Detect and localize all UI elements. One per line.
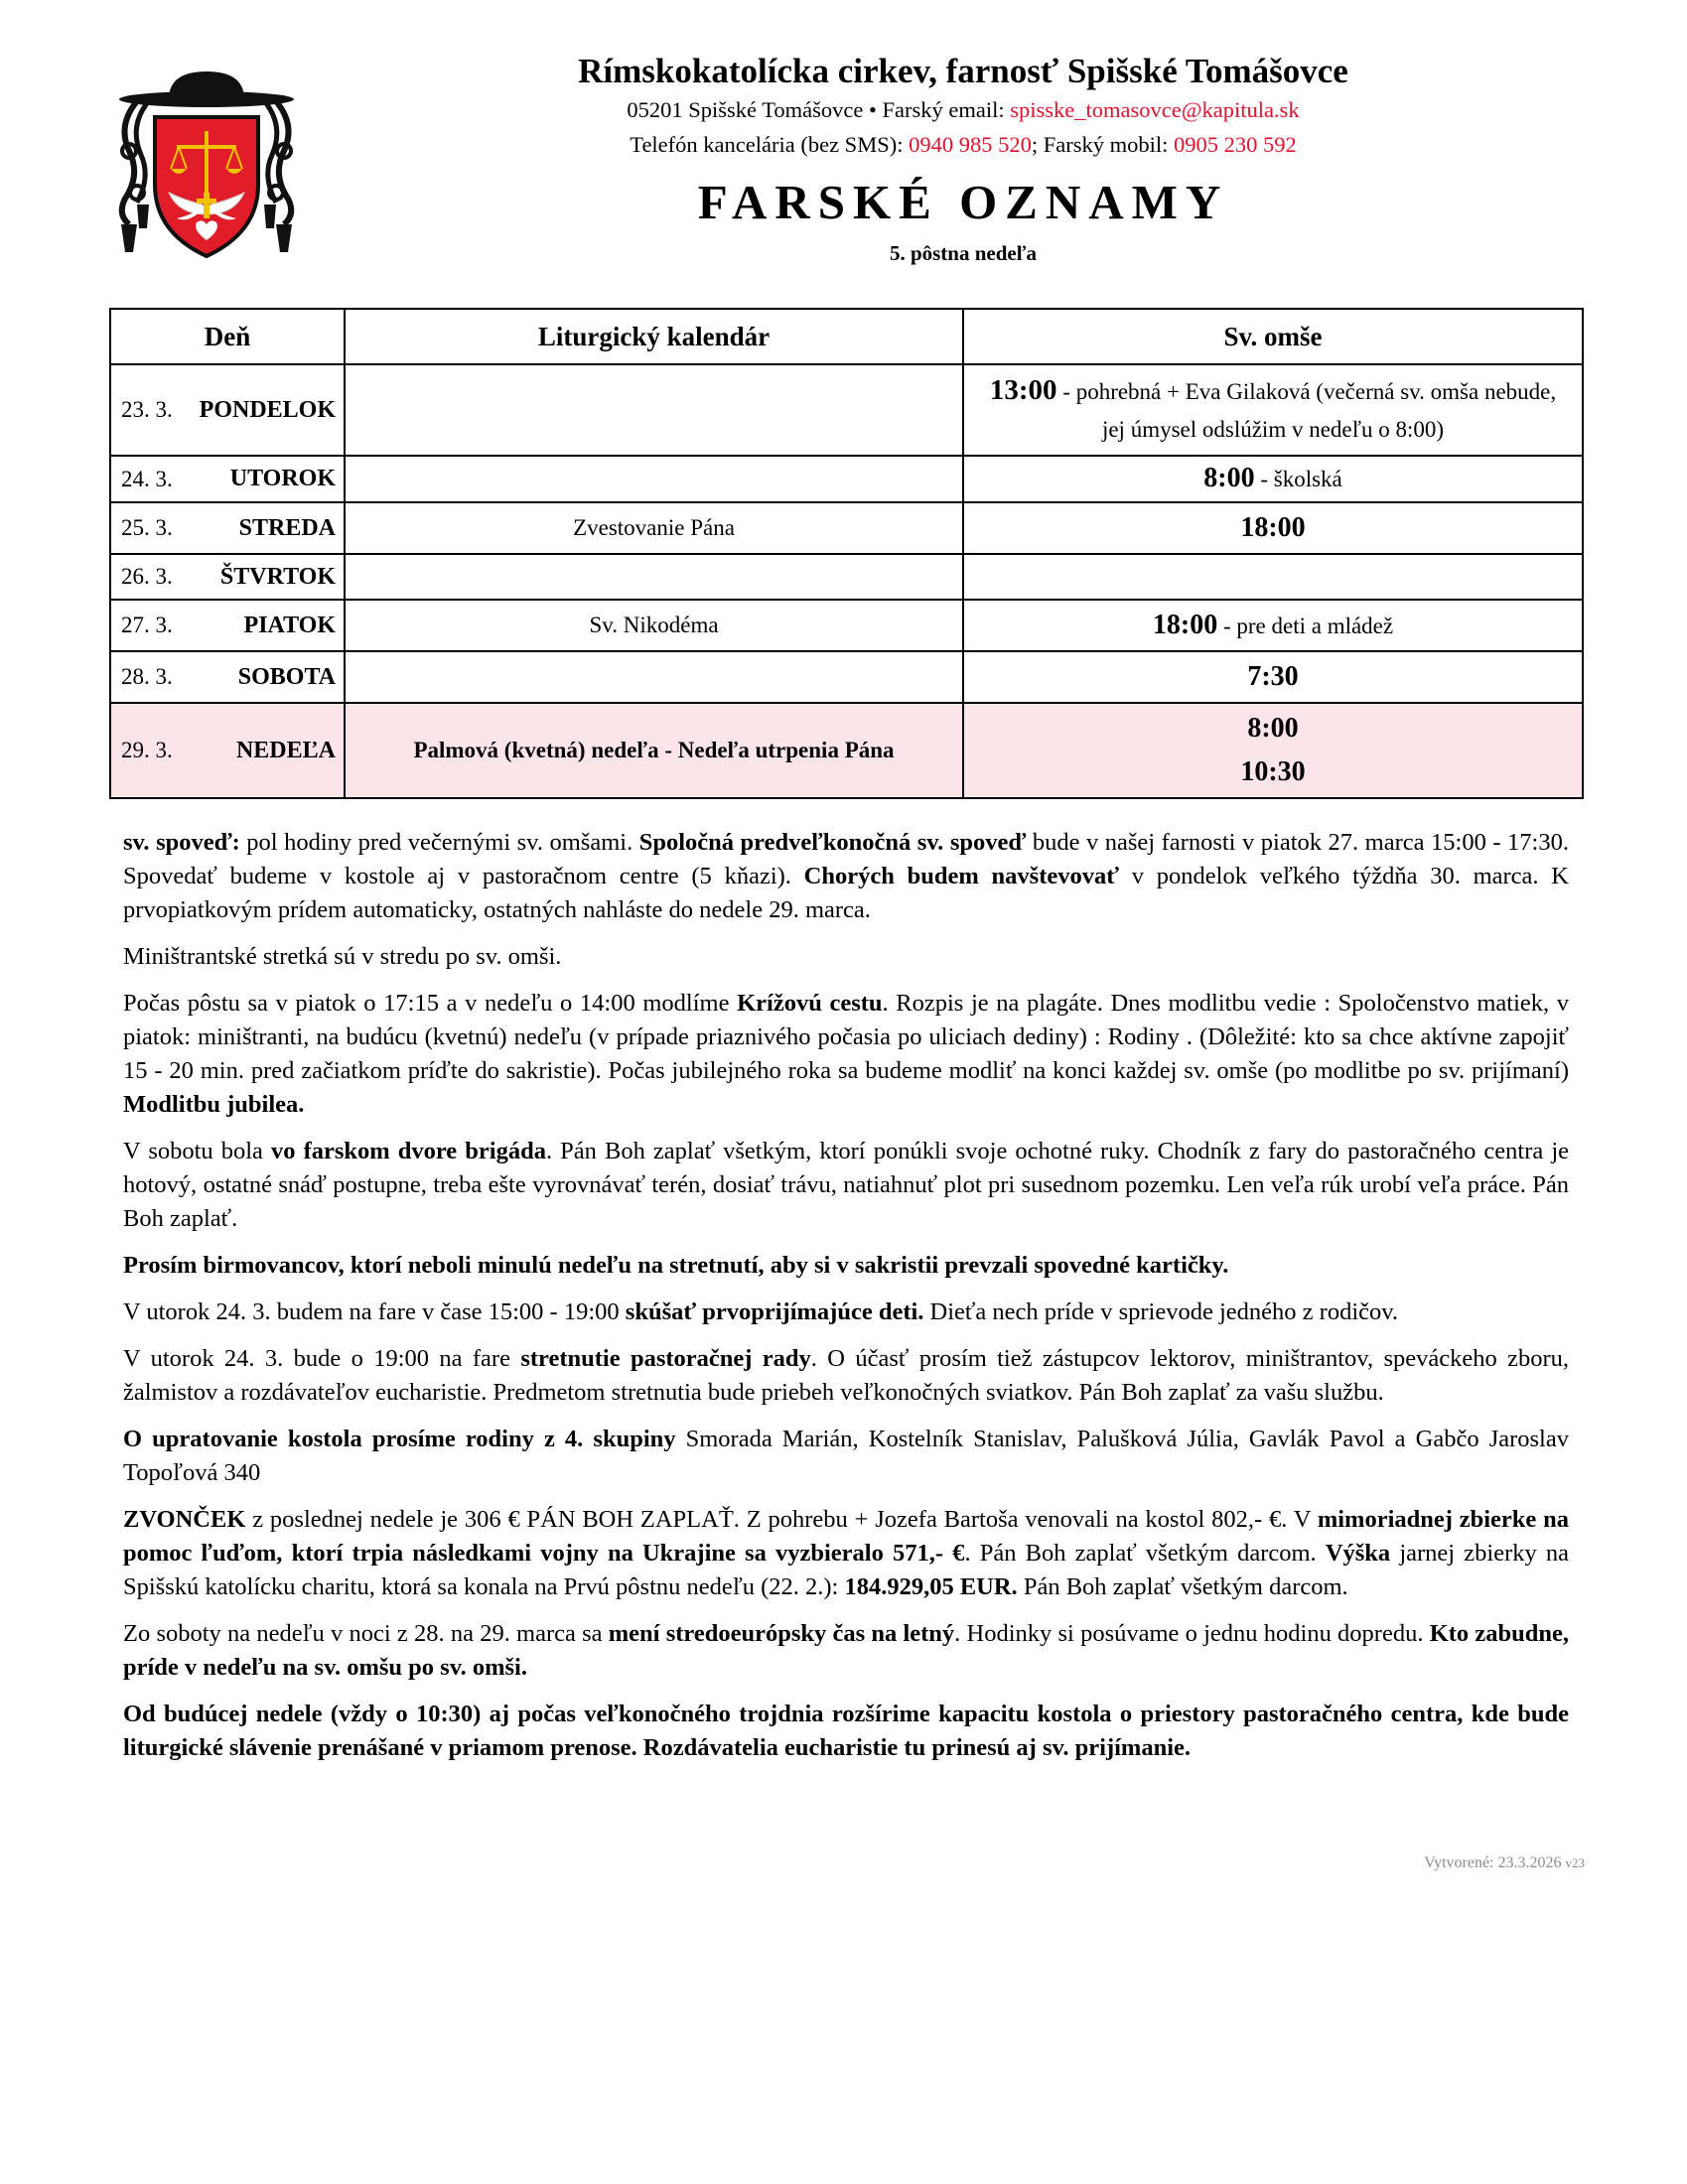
day-date: 24. 3.	[121, 466, 173, 491]
day-name: STREDA	[238, 514, 336, 541]
mass-time: 13:00	[989, 374, 1057, 406]
liturgy-cell	[345, 456, 963, 502]
mass-cell	[963, 456, 1583, 502]
mass-time: 8:00	[1203, 463, 1255, 493]
day-cell	[110, 651, 345, 703]
mobile-phone-label: ; Farský mobil:	[1031, 132, 1174, 157]
announcement-text: . Pán Boh zaplať všetkým, ktorí ponúkli svoje ochotné ruky. Chodník z fary do pastoračného centra je hotový, ostatné snáď postupne, treba ešte vyrovnávať terén, dosiať trávu, natiahnuť plot pri susednom pozemku. Len veľa rúk urobí veľa práce. Pán Boh zaplať.	[123, 1138, 1569, 1232]
day-name: SOBOTA	[237, 663, 336, 690]
announcement-text: Miništrantské stretká sú v stredu po sv. omši.	[123, 943, 562, 970]
table-row	[110, 554, 1583, 600]
mass-cell	[963, 703, 1583, 798]
day-name: UTOROK	[229, 466, 336, 491]
mass-cell	[963, 502, 1583, 554]
table-row	[110, 651, 1583, 703]
office-phone-label: Telefón kancelária (bez SMS):	[630, 132, 910, 157]
announcement-text: z poslednej nedele je 306 € PÁN BOH ZAPLAŤ. Z pohrebu + Jozefa Bartoša venovali na kostol 802,- €. V	[245, 1506, 1318, 1533]
liturgy-cell	[345, 364, 963, 456]
column-header-day: Deň	[110, 309, 345, 364]
mass-cell	[963, 651, 1583, 703]
announcement-bold-text: stretnutie pastoračnej rady	[520, 1345, 811, 1372]
liturgy-cell: Zvestovanie Pána	[345, 502, 963, 554]
column-header-liturgy: Liturgický kalendár	[345, 309, 963, 364]
day-name: ŠTVRTOK	[219, 563, 336, 590]
day-cell	[110, 364, 345, 456]
office-phone-link[interactable]: 0940 985 520	[909, 132, 1032, 157]
parish-phones	[328, 132, 1599, 158]
day-date: 26. 3.	[121, 564, 173, 589]
liturgy-cell	[345, 651, 963, 703]
mass-cell	[963, 600, 1583, 651]
announcement-bold-text: Chorých budem navštevovať	[803, 863, 1119, 889]
day-cell	[110, 554, 345, 600]
parish-address	[328, 97, 1599, 123]
mass-cell	[963, 554, 1583, 600]
table-header-row	[110, 309, 1583, 364]
day-date: 27. 3.	[121, 613, 173, 637]
table-row	[110, 364, 1583, 456]
table-row-sunday	[110, 703, 1583, 798]
announcement-paragraph	[123, 1342, 1569, 1410]
mass-note: - pre deti a mládež	[1217, 613, 1394, 638]
liturgical-schedule-table	[109, 308, 1584, 799]
day-date: 25. 3.	[121, 515, 173, 540]
announcement-paragraph	[123, 826, 1569, 927]
announcement-text: . Rozpis je na plagáte. Dnes modlitbu vedie : Spoločenstvo matiek, v piatok: miništranti, na budúcu (kvetnú) nedeľu (v prípade priaznivého počasia po uliciach dediny) : Rodiny . (Dôležité: kto sa chce aktívne zapojiť 15 - 20 min. pred začiatkom príďte do sakristie). Počas jubilejného roka sa budeme modliť na konci každej sv. omše (po modlitbe po sv. prijímaní)	[123, 990, 1569, 1084]
announcement-bold-text: skúšať prvoprijímajúce deti.	[625, 1298, 924, 1325]
announcement-text: V utorok 24. 3. budem na fare v čase 15:00 - 19:00	[123, 1298, 626, 1325]
day-cell	[110, 502, 345, 554]
day-name: PONDELOK	[199, 396, 336, 423]
announcement-bold-text: Modlitbu jubilea.	[123, 1091, 305, 1118]
parish-coat-of-arms-icon	[107, 66, 306, 264]
mass-note: - školská	[1254, 467, 1342, 491]
announcement-text: . O účasť prosím tiež zástupcov lektorov, miništrantov, speváckeho zboru, žalmistov a rozdávateľov eucharistie. Predmetom stretnutia bude priebeh veľkonočných sviatkov. Pán Boh zaplať za vašu službu.	[123, 1345, 1569, 1406]
announcement-text: Zo soboty na nedeľu v noci z 28. na 29. marca sa	[123, 1620, 609, 1647]
announcement-bold-text: O upratovanie kostola prosíme rodiny z 4. skupiny	[123, 1426, 676, 1452]
day-date: 28. 3.	[121, 664, 173, 689]
announcement-bold-text: Od budúcej nedele (vždy o 10:30) aj počas veľkonočného trojdnia rozšírime kapacitu kostola o priestory pastoračného centra, kde bude liturgické slávenie prenášané v priamom prenose. Rozdávatelia eucharistie tu prinesú aj sv. prijímanie.	[123, 1701, 1569, 1761]
announcement-text: Dieťa nech príde v sprievode jedného z rodičov.	[923, 1298, 1399, 1325]
announcement-bold-text: ZVONČEK	[123, 1506, 246, 1533]
mass-time: 7:30	[1247, 660, 1299, 692]
announcement-paragraph	[123, 1617, 1569, 1685]
mass-time: 18:00	[1152, 609, 1218, 640]
announcement-bold-text: Kto zabudne, príde v nedeľu na sv. omšu po sv. omši.	[123, 1620, 1570, 1681]
day-cell	[110, 703, 345, 798]
day-date: 23. 3.	[121, 397, 173, 422]
column-header-masses: Sv. omše	[963, 309, 1583, 364]
page-subtitle: 5. pôstna nedeľa	[889, 241, 1038, 265]
page-title: FARSKÉ OZNAMY	[697, 175, 1229, 229]
email-link[interactable]: spisske_tomasovce@kapitula.sk	[1010, 97, 1300, 122]
table-row	[110, 456, 1583, 502]
announcement-text: bude v našej farnosti v piatok 27. marca 15:00 - 17:30. Spovedať budeme v kostole aj v pastoračnom centre (5 kňazi).	[123, 829, 1569, 889]
announcement-bold-text: vo farskom dvore brigáda	[271, 1138, 546, 1164]
announcement-text: Počas pôstu sa v piatok o 17:15 a v nedeľu o 14:00 modlíme	[123, 990, 738, 1017]
day-name: NEDEĽA	[235, 737, 336, 763]
announcement-bold-text: Spoločná predveľkonočná sv. spoveď	[638, 829, 1027, 856]
mass-cell	[963, 364, 1583, 456]
footer-created	[1424, 1854, 1585, 1872]
announcement-paragraph	[123, 1135, 1569, 1236]
mass-time: 8:00	[1247, 713, 1299, 744]
announcement-bold-text: 184.929,05 EUR.	[844, 1573, 1018, 1600]
mass-note: - pohrebná + Eva Gilaková (večerná sv. omša nebude, jej úmysel odslúžim v nedeľu o 8:00)	[1056, 379, 1557, 442]
mobile-phone-link[interactable]: 0905 230 592	[1173, 132, 1297, 157]
table-row	[110, 600, 1583, 651]
day-name: PIATOK	[243, 612, 336, 638]
announcement-bold-text: mimoriadnej zbierke na pomoc ľuďom, ktorí trpia následkami vojny na Ukrajine sa vyzbieralo 571,- €	[123, 1506, 1569, 1567]
announcement-text: . Hodinky si posúvame o jednu hodinu dopredu.	[954, 1620, 1430, 1647]
announcement-bold-text: sv. spoveď:	[123, 829, 240, 856]
announcement-paragraph	[123, 1503, 1569, 1604]
announcement-bold-text: Krížovú cestu	[737, 990, 883, 1017]
liturgy-cell	[345, 554, 963, 600]
address-text: 05201 Spišské Tomášovce • Farský email:	[627, 97, 1011, 122]
liturgy-cell: Palmová (kvetná) nedeľa - Nedeľa utrpenia Pána	[345, 703, 963, 798]
announcement-paragraph	[123, 1698, 1569, 1765]
announcement-bold-text: Prosím birmovancov, ktorí neboli minulú nedeľu na stretnutí, aby si v sakristii prevzali spovedné kartičky.	[123, 1252, 1229, 1279]
announcement-paragraph	[123, 1423, 1569, 1490]
liturgy-cell: Sv. Nikodéma	[345, 600, 963, 651]
version-label: v23	[1565, 1855, 1585, 1870]
announcement-paragraph	[123, 1296, 1569, 1329]
announcement-text: jarnej zbierky na Spišskú katolícku charitu, ktorá sa konala na Prvú pôstnu nedeľu (22. 2.):	[123, 1540, 1570, 1600]
day-date: 29. 3.	[121, 738, 173, 762]
announcement-text: . Pán Boh zaplať všetkým darcom.	[964, 1540, 1326, 1567]
announcement-paragraph	[123, 1249, 1569, 1283]
table-row	[110, 502, 1583, 554]
mass-time: 10:30	[1240, 756, 1306, 787]
mass-time: 18:00	[1240, 511, 1306, 543]
day-cell	[110, 600, 345, 651]
announcement-text: V sobotu bola	[123, 1138, 271, 1164]
announcement-paragraph	[123, 940, 1569, 974]
announcement-paragraph	[123, 987, 1569, 1122]
day-cell	[110, 456, 345, 502]
announcement-bold-text: Výška	[1325, 1540, 1391, 1567]
announcement-text: Pán Boh zaplať všetkým darcom.	[1017, 1573, 1348, 1600]
announcement-text: V utorok 24. 3. bude o 19:00 na fare	[123, 1345, 521, 1372]
announcements	[123, 826, 1569, 1778]
announcement-text: v pondelok veľkého týždňa 30. marca. K prvopiatkovým prídem automaticky, ostatných nahláste do nedele 29. marca.	[123, 863, 1569, 923]
announcement-text: pol hodiny pred večernými sv. omšami.	[239, 829, 639, 856]
announcement-bold-text: mení stredoeurópsky čas na letný	[608, 1620, 955, 1647]
parish-name: Rímskokatolícka cirkev, farnosť Spišské Tomášovce	[578, 52, 1348, 90]
created-date: Vytvorené: 23.3.2026	[1424, 1854, 1562, 1871]
announcement-text: Smorada Marián, Kostelník Stanislav, Palušková Júlia, Gavlák Pavol a Gabčo Jaroslav Topoľová 340	[123, 1426, 1569, 1486]
